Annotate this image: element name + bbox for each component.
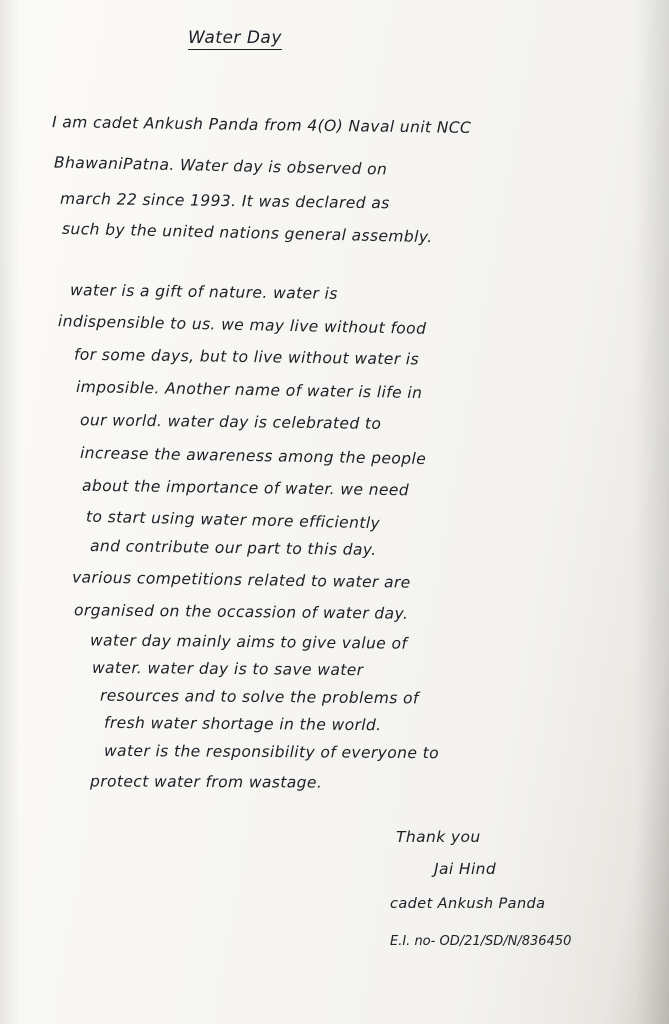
text-line: our world. water day is celebrated to bbox=[79, 411, 382, 433]
signoff-name: cadet Ankush Panda bbox=[390, 896, 546, 912]
text-line: BhawaniPatna. Water day is observed on bbox=[53, 153, 388, 179]
signoff-thanks: Thank you bbox=[396, 828, 481, 846]
text-line: water is a gift of nature. water is bbox=[69, 281, 338, 303]
page-title: Water Day bbox=[188, 28, 282, 48]
text-line: for some days, but to live without water is bbox=[73, 345, 420, 369]
text-line: and contribute our part to this day. bbox=[89, 537, 377, 559]
text-line: organised on the occassion of water day. bbox=[73, 601, 409, 623]
text-line: water day mainly aims to give value of bbox=[89, 631, 408, 653]
signoff-enrolment-number: E.I. no- OD/21/SD/N/836450 bbox=[390, 934, 572, 949]
text-line: about the importance of water. we need bbox=[81, 476, 410, 500]
text-line: fresh water shortage in the world. bbox=[103, 713, 382, 735]
text-line: indispensible to us. we may live without food bbox=[57, 312, 427, 338]
text-line: I am cadet Ankush Panda from 4(O) Naval unit NCC bbox=[51, 113, 472, 137]
text-line: to start using water more efficiently bbox=[85, 507, 381, 533]
page-shadow-right bbox=[635, 0, 669, 1024]
text-line: imposible. Another name of water is life in bbox=[75, 377, 423, 403]
text-line: such by the united nations general assembly. bbox=[61, 219, 433, 247]
text-line: march 22 since 1993. It was declared as bbox=[59, 189, 390, 213]
text-line: water. water day is to save water bbox=[91, 658, 364, 680]
text-line: resources and to solve the problems of bbox=[99, 686, 419, 708]
page-shadow-left bbox=[0, 0, 20, 1024]
text-line: various competitions related to water are bbox=[71, 568, 411, 592]
signoff-greeting: Jai Hind bbox=[434, 860, 497, 878]
text-line: protect water from wastage. bbox=[89, 772, 323, 792]
text-line: increase the awareness among the people bbox=[79, 443, 427, 469]
text-line: water is the responsibility of everyone to bbox=[103, 741, 440, 763]
